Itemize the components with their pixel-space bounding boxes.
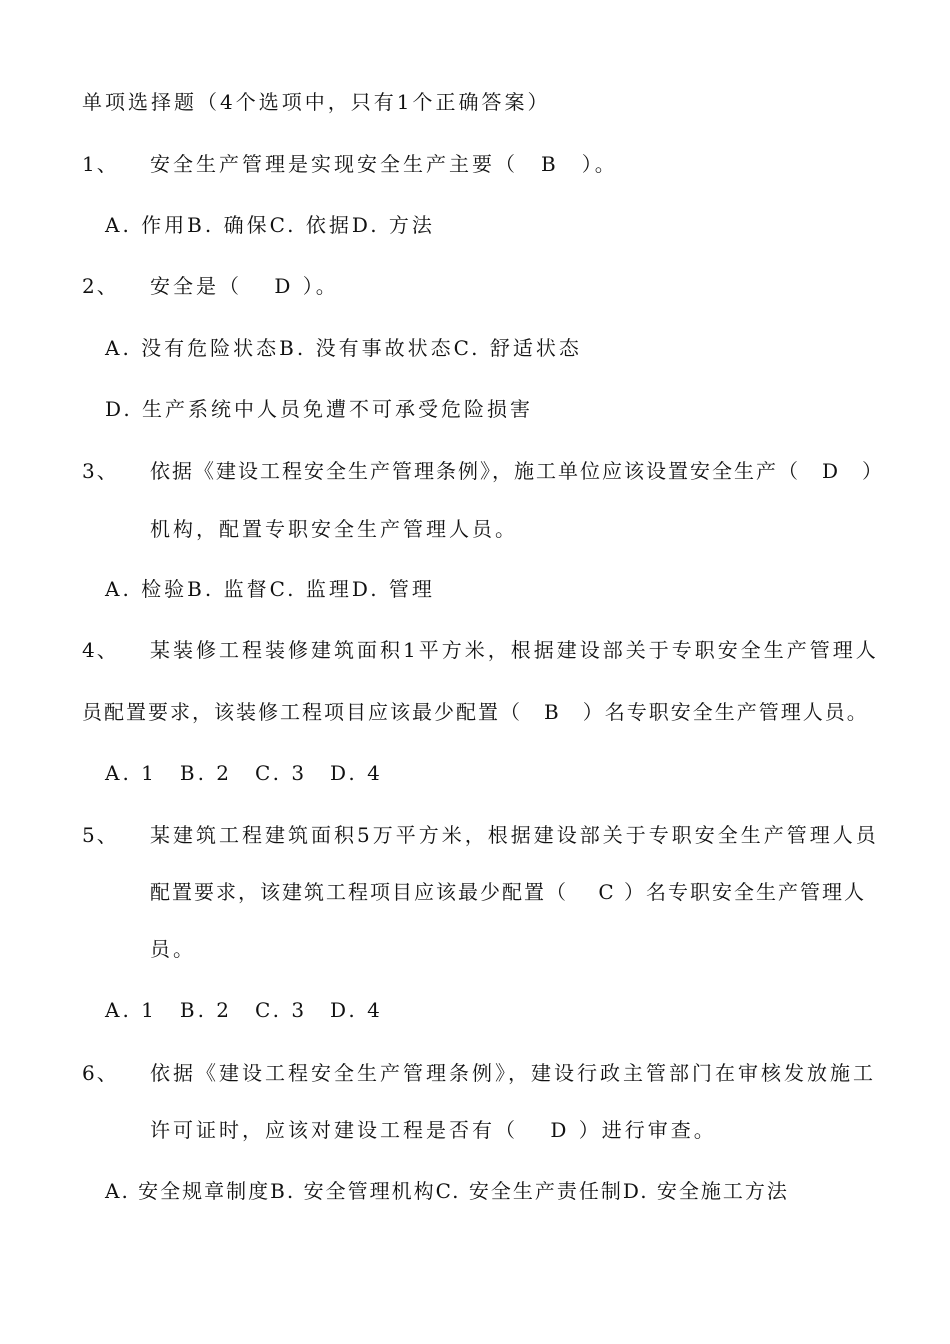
question-1-options: A. 作用B. 确保C. 依据D. 方法 [105,213,435,237]
question-1-text: 安全生产管理是实现安全生产主要（ B ）。 [150,152,618,176]
question-2-options: A. 没有危险状态B. 没有事故状态C. 舒适状态 [105,336,582,360]
question-5-text: 某建筑工程建筑面积5万平方米，根据建设部关于专职安全生产管理人员 [150,823,879,847]
question-6-text-line2: 许可证时，应该对建设工程是否有（ D ）进行审查。 [150,1118,717,1142]
question-2-text: 安全是（ D ）。 [150,274,339,298]
question-6-number: 6、 [82,1061,119,1085]
question-4-options: A. 1 B. 2 C. 3 D. 4 [105,761,383,785]
question-5-options: A. 1 B. 2 C. 3 D. 4 [105,998,383,1022]
question-3-options: A. 检验B. 监督C. 监理D. 管理 [105,577,435,601]
question-3-text-line2: 机构，配置专职安全生产管理人员。 [150,517,518,541]
question-4-text-line2: 员配置要求，该装修工程项目应该最少配置（ B ）名专职安全生产管理人员。 [82,700,869,724]
section-heading: 单项选择题（4个选项中，只有1个正确答案） [82,90,551,114]
question-2-number: 2、 [82,274,119,298]
question-4-text: 某装修工程装修建筑面积1平方米，根据建设部关于专职安全生产管理人 [150,638,879,662]
question-6-text: 依据《建设工程安全生产管理条例》，建设行政主管部门在审核发放施工 [150,1061,876,1085]
question-5-text-line3: 员。 [150,937,196,961]
question-2-options-line2: D. 生产系统中人员免遭不可承受危险损害 [105,397,534,421]
question-3-text: 依据《建设工程安全生产管理条例》，施工单位应该设置安全生产（ D ） [150,459,885,483]
question-6-options: A. 安全规章制度B. 安全管理机构C. 安全生产责任制D. 安全施工方法 [105,1179,789,1203]
question-4-number: 4、 [82,638,119,662]
question-1-number: 1、 [82,152,119,176]
question-5-number: 5、 [82,823,119,847]
question-5-text-line2: 配置要求，该建筑工程项目应该最少配置（ C ）名专职安全生产管理人 [150,880,867,904]
question-3-number: 3、 [82,459,119,483]
